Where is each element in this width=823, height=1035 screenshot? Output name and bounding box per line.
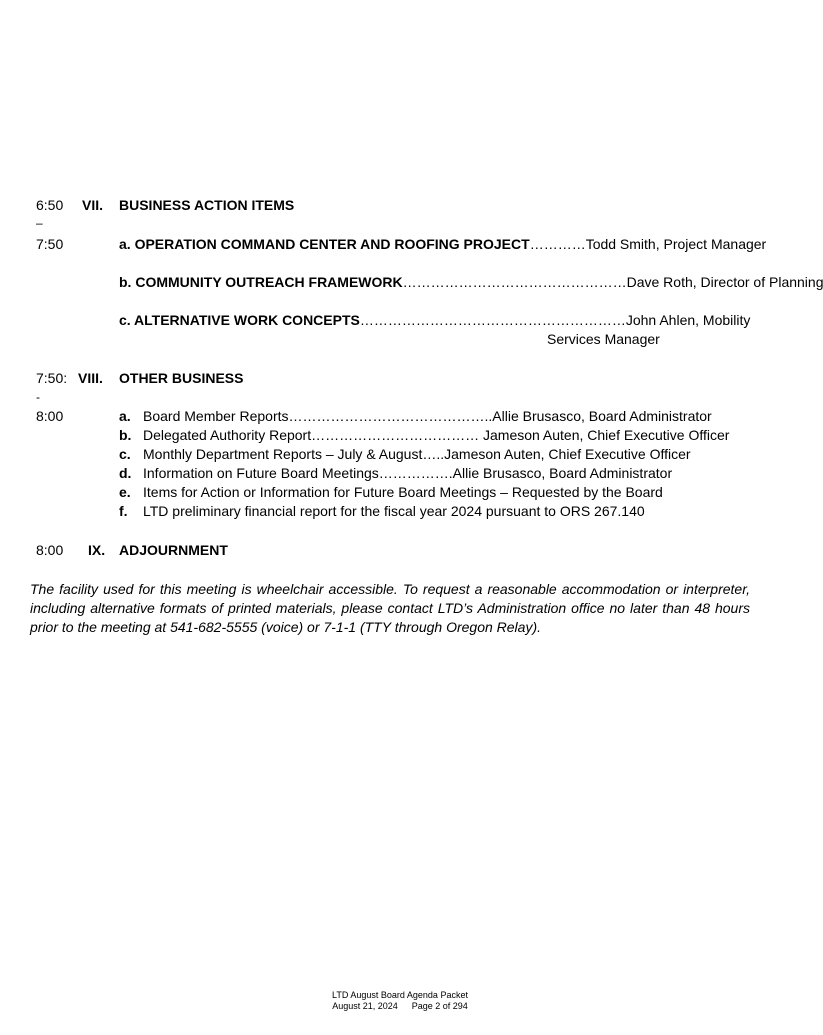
- other-business-item-b-letter: b.: [119, 427, 132, 443]
- section-vii-time-separator: –: [36, 216, 43, 230]
- accessibility-notice: The facility used for this meeting is wheelchair accessible. To request a reasonable accommodation or interpreter, including alternative formats of printed materials, please contact LTD’s Administration office no later than 48 hours prior to the meeting at 541-682-5555 (voice) or 7-1-1 (TTY through Oregon Relay).: [30, 581, 750, 635]
- section-ix-title: ADJOURNMENT: [119, 542, 228, 558]
- other-business-item-b-text: Delegated Authority Report……………………………… Jameson Auten, Chief Executive Officer: [143, 427, 730, 443]
- footer-packet-title: LTD August Board Agenda Packet: [332, 990, 468, 1000]
- section-vii-numeral: VII.: [82, 197, 104, 213]
- other-business-item-f: [119, 503, 645, 520]
- other-business-item-d: [119, 465, 672, 482]
- other-business-item-e-letter: e.: [119, 484, 131, 500]
- agenda-item-c-leader: …………………………………………………: [359, 312, 626, 328]
- other-business-item-a-text: Board Member Reports……………………………………..Allie Brusasco, Board Administrator: [143, 408, 712, 424]
- footer-date-page: [0, 1001, 800, 1011]
- agenda-item-c-presenter-continued: Services Manager: [547, 331, 660, 347]
- agenda-item-c: [119, 312, 750, 329]
- section-ix-time: 8:00: [36, 542, 64, 558]
- section-vii-title: BUSINESS ACTION ITEMS: [119, 197, 295, 213]
- agenda-item-c-presenter: John Ahlen, Mobility: [625, 312, 751, 328]
- agenda-item-b-label: b. COMMUNITY OUTREACH FRAMEWORK: [119, 274, 403, 290]
- section-vii-time-end: 7:50: [36, 236, 64, 252]
- section-viii-title: OTHER BUSINESS: [119, 370, 244, 386]
- section-viii-time-end: 8:00: [36, 408, 64, 424]
- agenda-item-a-presenter: Todd Smith, Project Manager: [585, 236, 767, 252]
- other-business-item-f-text: LTD preliminary financial report for the fiscal year 2024 pursuant to ORS 267.140: [143, 503, 645, 519]
- section-viii-time-separator: -: [36, 390, 40, 404]
- other-business-item-c: [119, 446, 691, 463]
- section-vii-time-start: 6:50: [36, 197, 64, 213]
- other-business-item-d-text: Information on Future Board Meetings…………….Allie Brusasco, Board Administrator: [143, 465, 673, 481]
- other-business-item-b: [119, 427, 729, 444]
- section-viii-time-start: 7:50:: [36, 370, 68, 386]
- agenda-item-b-presenter: Dave Roth, Director of Planning: [626, 274, 823, 290]
- agenda-item-a-label: a. OPERATION COMMAND CENTER AND ROOFING PROJECT: [119, 236, 530, 252]
- other-business-item-a-letter: a.: [119, 408, 131, 424]
- section-viii-numeral: VIII.: [78, 370, 103, 386]
- agenda-item-b: [119, 274, 823, 291]
- section-ix-numeral: IX.: [88, 542, 106, 558]
- other-business-item-d-letter: d.: [119, 465, 132, 481]
- footer-page-number: Page 2 of 294: [411, 1001, 468, 1011]
- agenda-item-c-label: c. ALTERNATIVE WORK CONCEPTS: [119, 312, 360, 328]
- footer-date: August 21, 2024: [332, 1001, 398, 1011]
- other-business-item-a: [119, 408, 712, 425]
- other-business-item-c-letter: c.: [119, 446, 131, 462]
- other-business-item-e-text: Items for Action or Information for Future Board Meetings – Requested by the Board: [143, 484, 663, 500]
- agenda-item-a: [119, 236, 766, 253]
- other-business-item-f-letter: f.: [119, 503, 128, 519]
- agenda-item-a-leader: …………: [529, 236, 586, 252]
- other-business-item-c-text: Monthly Department Reports – July & August…..Jameson Auten, Chief Executive Officer: [143, 446, 691, 462]
- other-business-item-e: [119, 484, 663, 501]
- agenda-item-b-leader: …………………………………………: [402, 274, 627, 290]
